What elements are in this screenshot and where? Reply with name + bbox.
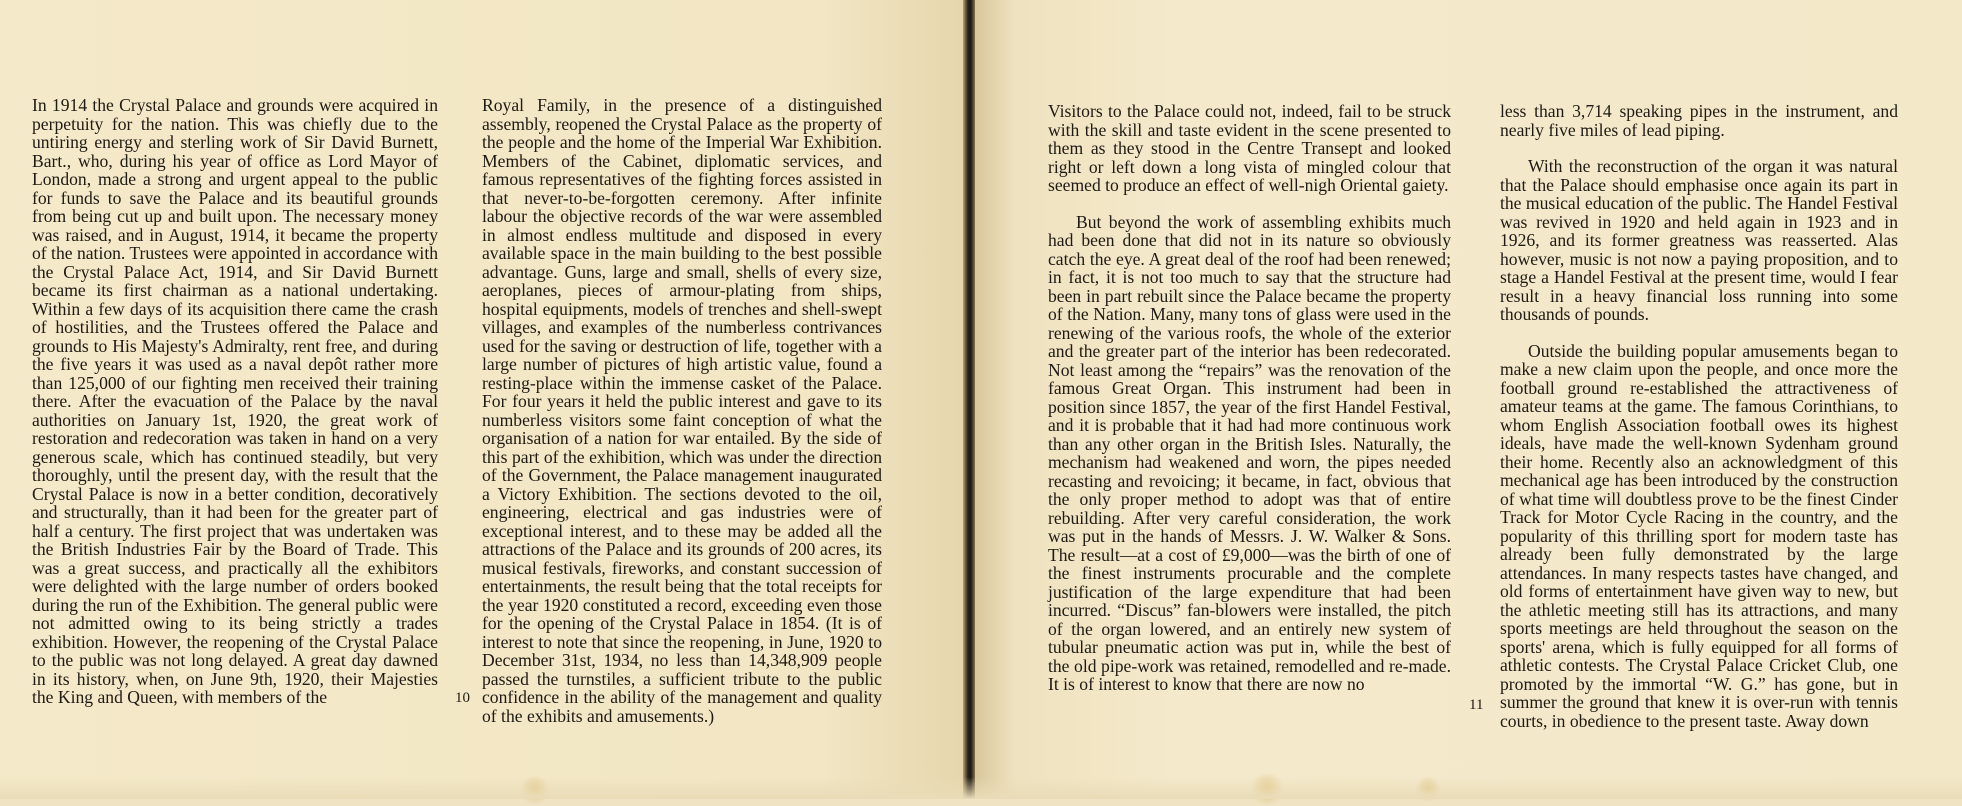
page-bottom-shade bbox=[0, 777, 1962, 799]
paragraph: Outside the building popular amusements began to make a new claim upon the people, and once more the football ground re-established the attractiveness of amateur teams at the game. The famous Corinthians, to whom English Association football owes its highest ideals, have made the well-known Sydenham ground their home. Recently also an acknowledgment of this mechanical age has been introduced by the construction of what time will doubtless prove to be the finest Cinder Track for Motor Cycle Racing in the country, and the popularity of this thrilling sport for modern taste has already been fully demonstrated by the large attendances. In many respects tastes have changed, and old forms of entertainment have given way to new, but the athletic meeting still has its attractions, and many sports meetings are held throughout the season on the sports' arena, which is fully equipped for all forms of athletic contests. The Crystal Palace Cricket Club, one promoted by the immortal “W. G.” has gone, but in summer the ground that knew it is over-run with tennis courts, in obedience to the present taste. Away down bbox=[1500, 340, 1898, 731]
left-page-column-2 bbox=[482, 96, 882, 725]
paragraph: less than 3,714 speaking pipes in the instrument, and nearly five miles of lead piping. bbox=[1500, 101, 1898, 140]
paragraph: With the reconstruction of the organ it was natural that the Palace should emphasise once again its part in the musical education of the public. The Handel Festival was revived in 1920 and held again in 1923 and in 1926, and its former greatness was reasserted. Alas however, music is not now a paying proposition, and to stage a Handel Festival at the present time, would I fear result in a heavy financial loss running into some thousands of pounds. bbox=[1500, 156, 1898, 324]
paragraph: Visitors to the Palace could not, indeed, fail to be struck with the skill and taste evident in the scene presented to them as they stood in the Centre Transept and looked right or left down a long vista of mingled colour that seemed to produce an effect of well-nigh Oriental gaiety. bbox=[1048, 101, 1451, 195]
left-page bbox=[0, 0, 965, 799]
paragraph: Royal Family, in the presence of a distinguished assembly, reopened the Crystal Palace as the property of the people and the home of the Imperial War Exhibition. Members of the Cabinet, diplomatic services, and famous representatives of the fighting forces assisted in that never-to-be-forgotten ceremony. After infinite labour the objective records of the war were assembled in almost endless multitude and disposed in every available space in the main building to the best possible advantage. Guns, large and small, shells of every size, aeroplanes, pieces of armour-plating from ships, hospital equipments, models of trenches and shell-swept villages, and examples of the numberless contrivances used for the saving or destruction of life, together with a large number of pictures of high artistic value, found a resting-place within the immense casket of the Palace. For four years it held the public interest and gave to its numberless visitors some faint conception of what the organisation of a nation for war entailed. By the side of this part of the exhibition, which was under the direction of the Government, the Palace management inaugurated a Victory Exhibition. The sections devoted to the oil, engineering, electrical and gas industries were of exceptional interest, and to these may be added all the attractions of the Palace and its grounds of 200 acres, its musical festivals, fireworks, and constant succession of entertainments, the result being that the total receipts for the year 1920 constituted a record, exceeding even those for the opening of the Crystal Palace in 1854. (It is of interest to note that since the reopening, in June, 1920 to December 31st, 1934, no less than 14,348,909 people passed the turnstiles, a sufficient tribute to the public confidence in the ability of the management and quality of the exhibits and amusements.) bbox=[482, 95, 882, 726]
page-number-left: 10 bbox=[455, 690, 470, 706]
left-page-column-1 bbox=[32, 96, 438, 707]
page-number-right: 11 bbox=[1469, 697, 1484, 713]
right-page-column-2 bbox=[1500, 102, 1898, 730]
paragraph: In 1914 the Crystal Palace and grounds were acquired in perpetuity for the nation. This was chiefly due to the untiring energy and sterling work of Sir David Burnett, Bart., who, during his year of office as Lord Mayor of London, made a strong and urgent appeal to the public for funds to save the Palace and its beautiful grounds from being cut up and built upon. The necessary money was raised, and in August, 1914, it became the property of the nation. Trustees were appointed in accordance with the Crystal Palace Act, 1914, and Sir David Burnett became its first chairman as a national undertaking. Within a few days of its acquisition there came the crash of hostilities, and the Trustees offered the Palace and grounds to His Majesty's Admiralty, rent free, and during the five years it was used as a naval depôt rather more than 125,000 of our fighting men received their training there. After the evacuation of the Palace by the naval authorities on January 1st, 1920, the great work of restoration and redecoration was taken in hand on a very generous scale, which has continued steadily, but very thoroughly, until the present day, with the result that the Crystal Palace is now in a better condition, decoratively and structurally, than it had been for the greater part of half a century. The first project that was undertaken was the British Industries Fair by the Board of Trade. This was a great success, and practically all the exhibitors were delighted with the large number of orders booked during the run of the Exhibition. The general public were not admitted owing to its being strictly a trades exhibition. However, the reopening of the Crystal Palace to the public was not long delayed. A great day dawned in its history, when, on June 9th, 1920, their Majesties the King and Queen, with members of the bbox=[32, 95, 439, 707]
right-page-column-1 bbox=[1048, 102, 1451, 694]
paragraph: But beyond the work of assembling exhibits much had been done that did not in its nature so obviously catch the eye. A great deal of the roof had been renewed; in fact, it is not too much to say that the structure had been in part rebuilt since the Palace became the property of the Nation. Many, many tons of glass were used in the renewing of the various roofs, the whole of the exterior and the greater part of the interior has been redecorated. Not least among the “repairs” was the renovation of the famous Great Organ. This instrument had been in position since 1857, the year of the first Handel Festival, and it is probable that it had had more continuous work than any other organ in the British Isles. Naturally, the mechanism had weakened and worn, the pipes needed recasting and revoicing; it became, in fact, obvious that the only proper method to adopt was that of entire rebuilding. After very careful consideration, the work was put in the hands of Messrs. J. W. Walker & Sons. The result—at a cost of £9,000—was the birth of one of the finest instruments procurable and the complete justification of the large expenditure that had been incurred. “Discus” fan-blowers were installed, the pitch of the organ lowered, and an entirely new system of tubular pneumatic action was put in, while the best of the old pipe-work was retained, remodelled and re-made. It is of interest to know that there are now no bbox=[1048, 211, 1451, 694]
